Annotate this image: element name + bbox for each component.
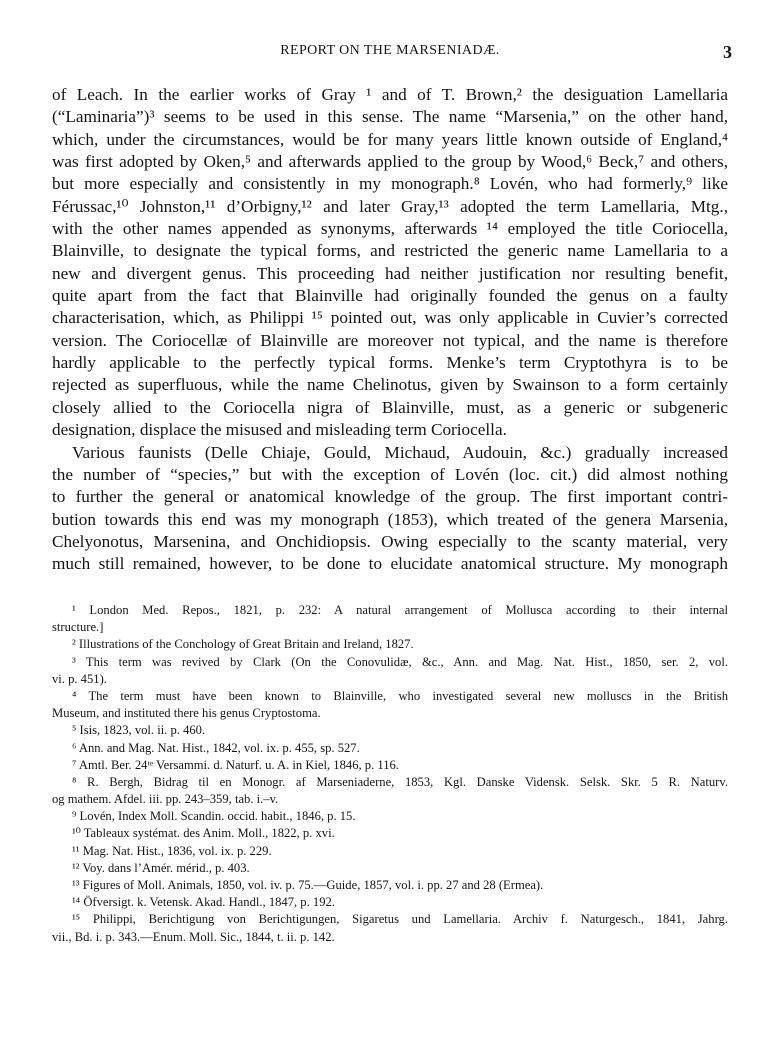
body-line: bution towards this end was my monograph (1853), which treated of the genera Marsenia, [52, 509, 728, 529]
footnote-line: ⁴ The term must have been known to Blainville, who investigated several new molluscs in the British [72, 688, 728, 703]
body-line: Blainville, to designate the typical forms, and restricted the generic name Lamellaria to a [52, 241, 728, 261]
footnote-line: ² Illustrations of the Conchology of Great Britain and Ireland, 1827. [72, 637, 414, 652]
footnote-line: vii., Bd. i. p. 343.—Enum. Moll. Sic., 1844, t. ii. p. 142. [52, 929, 335, 944]
footnote-line: og mathem. Afdel. iii. pp. 243–359, tab. i.–v. [52, 792, 279, 807]
page-number: 3 [723, 42, 732, 62]
footnote-line: ¹ London Med. Repos., 1821, p. 232: A natural arrangement of Mollusca according to their internal [72, 603, 728, 617]
running-title: REPORT ON THE MARSENIADÆ. [280, 43, 500, 58]
body-line: characterisation, which, as Philippi ¹⁵ pointed out, was only applicable in Cuvier’s corrected [52, 308, 728, 328]
footnote-line: ⁸ R. Bergh, Bidrag til en Monogr. af Marseniaderne, 1853, Kgl. Danske Vidensk. Selsk. Skr. 5 R. Naturv. [72, 774, 728, 789]
footnote-line: structure.] [52, 620, 104, 635]
body-line: to further the general or anatomical knowledge of the group. The first important contri- [52, 487, 728, 507]
body-line: much still remained, however, to be done to elucidate anatomical structure. My monograph [52, 554, 728, 574]
body-line: (“Laminaria”)³ seems to be used in this sense. The name “Marsenia,” on the other hand, [52, 107, 728, 127]
body-line: Various faunists (Delle Chiaje, Gould, Michaud, Audouin, &c.) gradually increased [72, 442, 728, 462]
footnote-line: ⁶ Ann. and Mag. Nat. Hist., 1842, vol. ix. p. 455, sp. 527. [72, 740, 360, 755]
footnote-line: ⁹ Lovén, Index Moll. Scandin. occid. habit., 1846, p. 15. [72, 809, 356, 824]
footnote-line: vi. p. 451). [52, 671, 107, 686]
body-line: Chelyonotus, Marsenina, and Onchidiopsis. Owing especially to the scanty material, very [52, 531, 728, 551]
footnote-line: ¹¹ Mag. Nat. Hist., 1836, vol. ix. p. 229. [72, 843, 272, 858]
body-line: version. The Coriocellæ of Blainville are moreover not typical, and the name is therefore [52, 330, 728, 350]
footnote-line: Museum, and instituted there his genus Cryptostoma. [52, 706, 321, 721]
footnote-line: ¹⁵ Philippi, Berichtigung von Berichtigungen, Sigaretus und Lamellaria. Archiv f. Naturgesch., 1841, Jahrg. [72, 912, 728, 927]
body-line: the number of “species,” but with the exception of Lovén (loc. cit.) did almost nothing [52, 464, 728, 484]
body-line: of Leach. In the earlier works of Gray ¹ and of T. Brown,² the desiguation Lamellaria [52, 85, 728, 104]
footnote-line: ¹² Voy. dans l’Amér. mérid., p. 403. [72, 860, 250, 875]
footnote-line: ⁷ Amtl. Ber. 24ᵗᵉ Versammi. d. Naturf. u. A. in Kiel, 1846, p. 116. [72, 757, 399, 772]
body-text [52, 84, 728, 576]
body-line: Férussac,¹⁰ Johnston,¹¹ d’Orbigny,¹² and later Gray,¹³ adopted the term Lamellaria, Mtg., [52, 196, 728, 216]
body-line: designation, displace the misused and misleading term Coriocella. [52, 420, 507, 440]
body-line: with the other names appended as synonyms, afterwards ¹⁴ employed the title Coriocella, [52, 219, 728, 239]
footnotes [52, 602, 728, 946]
body-line: was first adopted by Oken,⁵ and afterwards applied to the group by Wood,⁶ Beck,⁷ and others, [52, 152, 728, 172]
footnote-line: ¹⁴ Öfversigt. k. Vetensk. Akad. Handl., 1847, p. 192. [72, 895, 335, 910]
body-line: which, under the circumstances, would be for many years little known outside of England,⁴ [52, 129, 728, 149]
body-line: rejected as superfluous, while the name Chelinotus, given by Swainson to a form certainly [52, 375, 728, 395]
footnote-line: ⁵ Isis, 1823, vol. ii. p. 460. [72, 723, 206, 738]
body-line: quite apart from the fact that Blainville had originally founded the genus on a faulty [52, 286, 728, 306]
body-line: closely allied to the Coriocella nigra of Blainville, must, as a generic or subgeneric [52, 397, 728, 417]
footnote-line: ¹⁰ Tableaux systémat. des Anim. Moll., 1822, p. xvi. [72, 826, 335, 841]
page-header [52, 42, 732, 67]
body-line: new and divergent genus. This proceeding had neither justification nor resulting benefit, [52, 263, 728, 283]
footnote-line: ¹³ Figures of Moll. Animals, 1850, vol. iv. p. 75.—Guide, 1857, vol. i. pp. 27 and 28 (Ermea). [72, 878, 544, 892]
body-line: hardly applicable to the perfectly typical forms. Menke’s term Cryptothyra is to be [52, 353, 728, 373]
footnote-line: ³ This term was revived by Clark (On the Conovulidæ, &c., Ann. and Mag. Nat. Hist., 1850, ser. 2, vol. [72, 654, 728, 669]
body-line: but more especially and consistently in my monograph.⁸ Lovén, who had formerly,⁹ like [52, 174, 728, 194]
